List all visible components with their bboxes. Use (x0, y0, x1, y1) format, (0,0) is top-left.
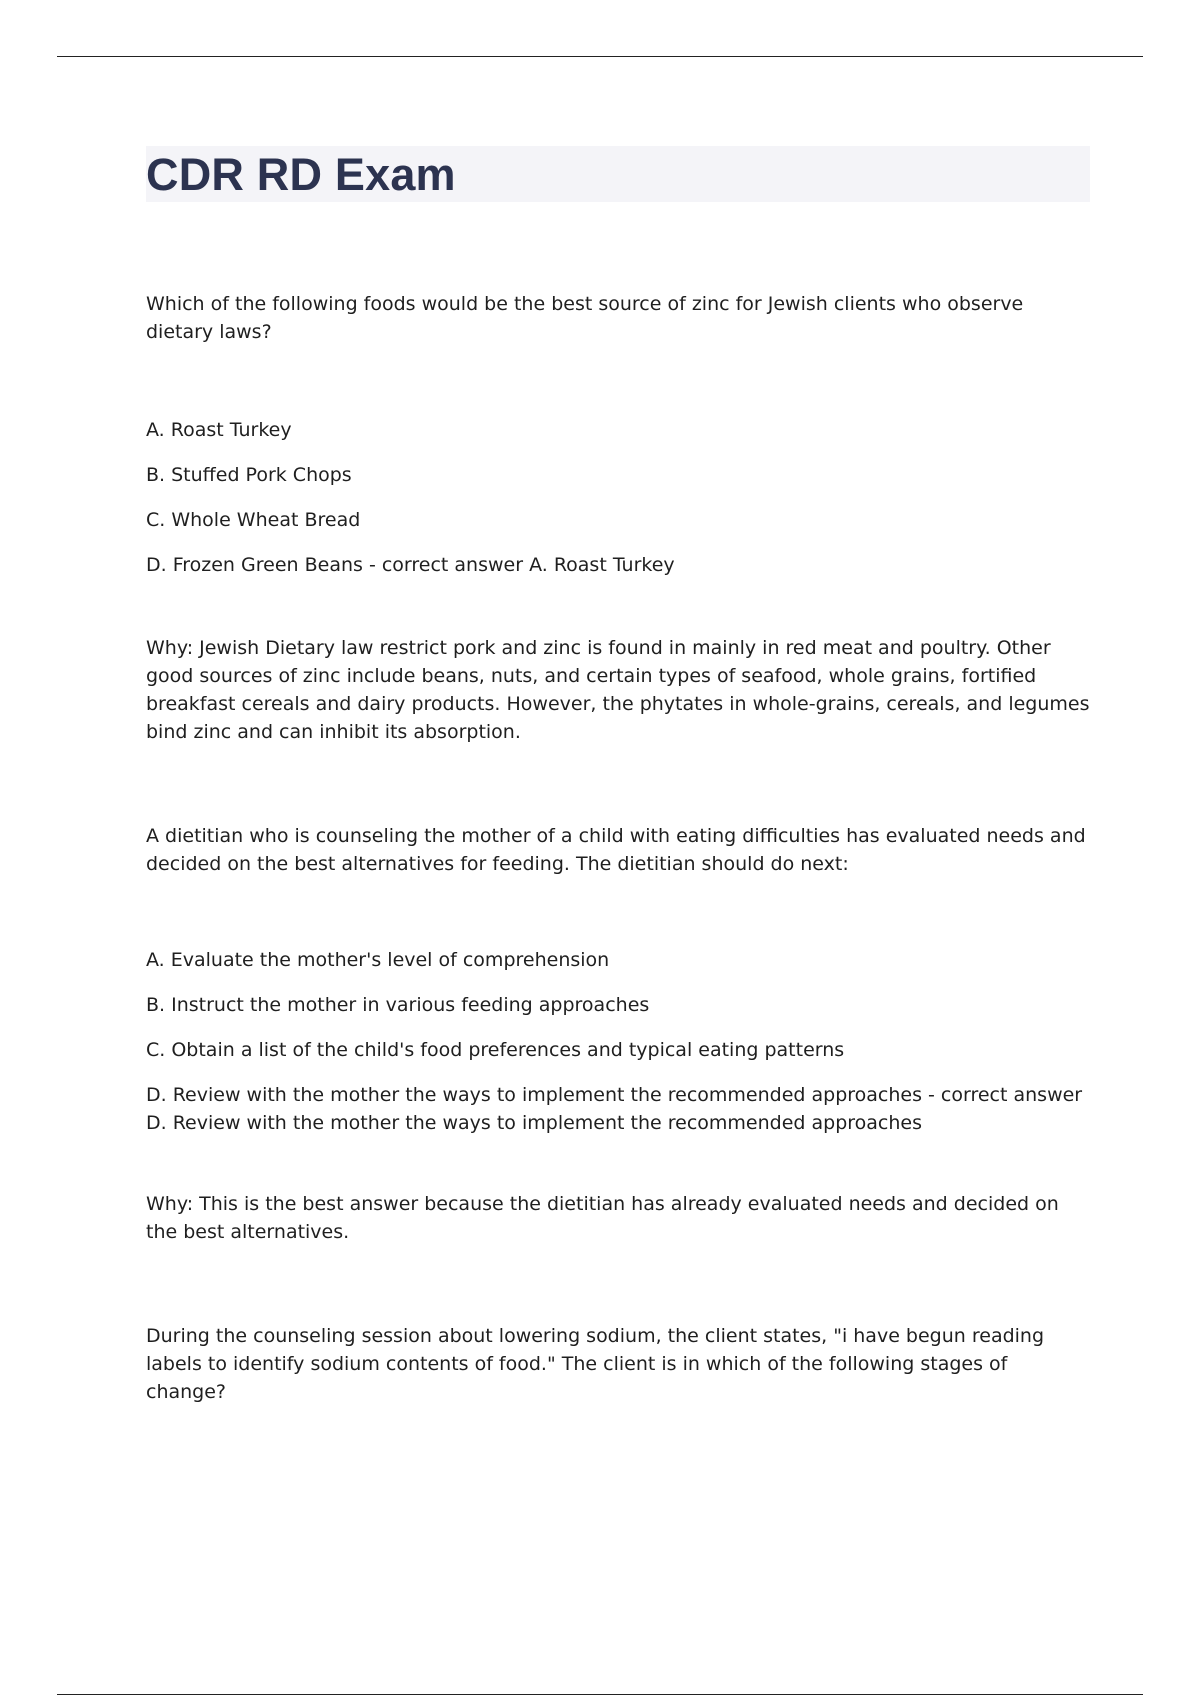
question-1-options (146, 416, 1090, 579)
question-2-text: A dietitian who is counseling the mother of a child with eating difficulties has evaluated needs and decided on the best alternatives for feeding. The dietitian should do next: (146, 825, 1086, 875)
question-2-option-b: B. Instruct the mother in various feeding approaches (146, 994, 650, 1016)
question-2-option-d: D. Review with the mother the ways to implement the recommended approaches - correct answer D. Review with the mother the ways to implement the recommended approaches (146, 1084, 1083, 1134)
question-1-explanation: Why: Jewish Dietary law restrict pork and zinc is found in mainly in red meat and poultry. Other good sources of zinc include beans, nuts, and certain types of seafood, whole grains, fortified breakfast cereals and dairy products. However, the phytates in whole-grains, cereals, and legumes bind zinc and can inhibit its absorption. (146, 637, 1090, 743)
bottom-rule (57, 1694, 1143, 1695)
top-rule (57, 56, 1143, 57)
document-title: CDR RD Exam (146, 148, 456, 200)
question-2-options (146, 946, 1090, 1137)
question-2-option-a: A. Evaluate the mother's level of comprehension (146, 949, 610, 971)
question-1-option-c: C. Whole Wheat Bread (146, 509, 361, 531)
question-1-option-a: A. Roast Turkey (146, 419, 292, 441)
question-3-text: During the counseling session about lowering sodium, the client states, "i have begun reading labels to identify sodium contents of food." The client is in which of the following stages of change? (146, 1325, 1045, 1403)
question-1-option-b: B. Stuffed Pork Chops (146, 464, 352, 486)
question-1-option-d: D. Frozen Green Beans - correct answer A. Roast Turkey (146, 554, 675, 576)
question-1-text: Which of the following foods would be the best source of zinc for Jewish clients who observe dietary laws? (146, 293, 1024, 343)
question-2-option-c: C. Obtain a list of the child's food preferences and typical eating patterns (146, 1039, 845, 1061)
title-band (146, 146, 1090, 202)
page-content (146, 146, 1090, 1406)
question-2-explanation: Why: This is the best answer because the dietitian has already evaluated needs and decided on the best alternatives. (146, 1193, 1059, 1243)
